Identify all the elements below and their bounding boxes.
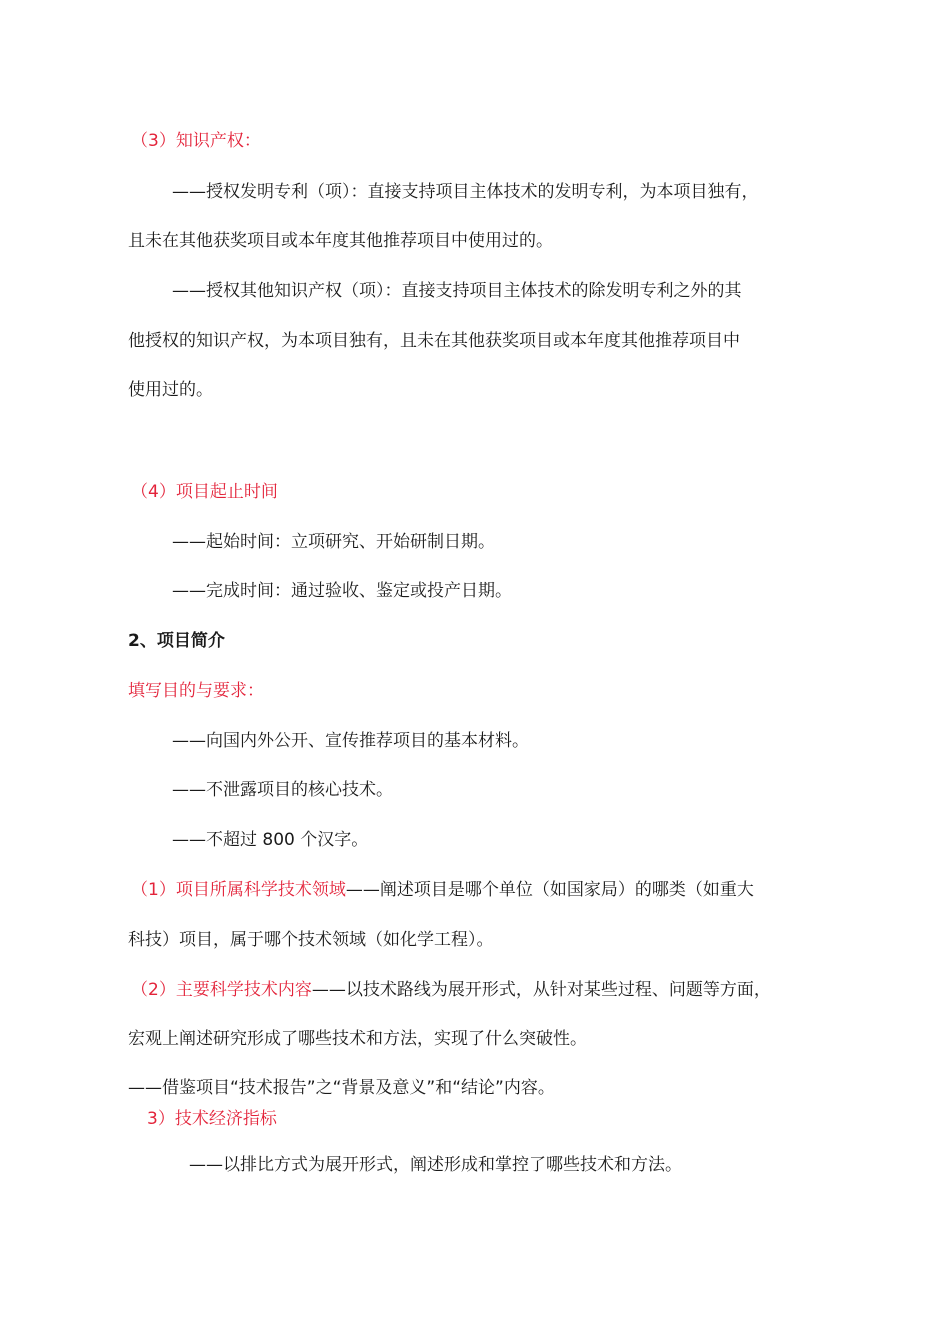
intro-point-2-line-1	[131, 979, 771, 1001]
intro-point-1-title: （1）项目所属科学技术领域	[131, 880, 346, 900]
period-heading: （4）项目起止时间	[131, 482, 278, 502]
period-start: ——起始时间：立项研究、开始研制日期。	[172, 532, 495, 552]
intro-requirement-1: ——向国内外公开、宣传推荐项目的基本材料。	[172, 731, 529, 751]
ip-other-line-2: 他授权的知识产权，为本项目独有，且未在其他获奖项目或本年度其他推荐项目中	[128, 331, 740, 351]
intro-requirement-2: ——不泄露项目的核心技术。	[172, 780, 393, 800]
ip-other-line-3: 使用过的。	[128, 380, 213, 400]
intro-point-1-line-2: 科技）项目，属于哪个技术领域（如化学工程）。	[128, 930, 494, 950]
period-end: ——完成时间：通过验收、鉴定或投产日期。	[172, 581, 512, 601]
intro-point-3-title: 3）技术经济指标	[147, 1109, 277, 1129]
intro-requirements-heading: 填写目的与要求：	[128, 681, 264, 701]
ip-patent-line-1: ——授权发明专利（项）：直接支持项目主体技术的发明专利，为本项目独有，	[172, 182, 759, 202]
intro-point-2-line-2: 宏观上阐述研究形成了哪些技术和方法，实现了什么突破性。	[128, 1029, 587, 1049]
ip-patent-line-2: 且未在其他获奖项目或本年度其他推荐项目中使用过的。	[128, 231, 553, 251]
intro-heading: 2、项目简介	[128, 631, 225, 651]
intro-point-1-text: ——阐述项目是哪个单位（如国家局）的哪类（如重大	[345, 880, 754, 900]
intro-point-2-text: ——以技术路线为展开形式，从针对某些过程、问题等方面，	[311, 980, 771, 1000]
intro-point-3-line-1: ——以排比方式为展开形式，阐述形成和掌控了哪些技术和方法。	[189, 1155, 682, 1175]
intro-requirement-3: ——不超过 800 个汉字。	[172, 830, 369, 850]
intro-point-2-line-3: ——借鉴项目“技术报告”之“背景及意义”和“结论”内容。	[128, 1078, 555, 1098]
intro-point-2-title: （2）主要科学技术内容	[131, 980, 312, 1000]
intro-point-1-line-1	[131, 879, 754, 901]
ip-other-line-1: ——授权其他知识产权（项）：直接支持项目主体技术的除发明专利之外的其	[172, 281, 742, 301]
ip-heading: （3）知识产权：	[131, 131, 261, 151]
